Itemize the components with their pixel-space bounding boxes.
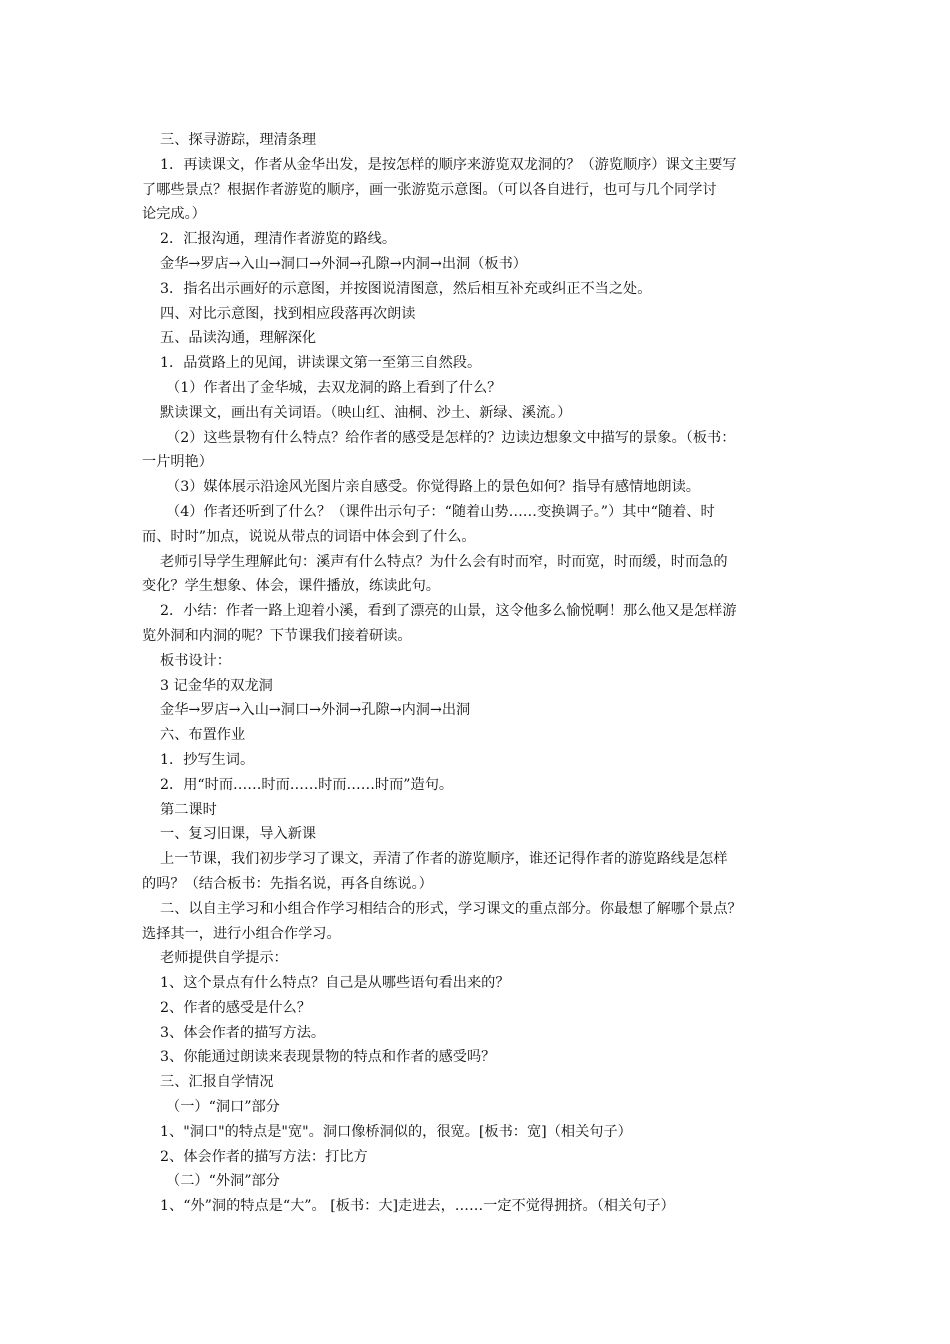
text-line: 3．指名出示画好的示意图，并按图说清图意，然后相互补充或纠正不当之处。 <box>160 280 652 297</box>
text-line: 一、复习旧课，导入新课 <box>160 826 317 843</box>
text-line: （2）这些景物有什么特点？给作者的感受是怎样的？边读边想象文中描写的景象。（板书： <box>166 429 736 446</box>
text-line: 1．再读课文，作者从金华出发，是按怎样的顺序来游览双龙洞的？（游览顺序）课文主要写 <box>160 156 737 173</box>
text-line: 的吗？（结合板书：先指名说，再各自练说。） <box>142 875 433 892</box>
text-line: 板书设计： <box>160 652 231 669</box>
text-line: 2．小结：作者一路上迎着小溪，看到了漂亮的山景，这令他多么愉悦啊！那么他又是怎样游 <box>160 603 737 620</box>
text-line: 一片明艳） <box>142 454 213 471</box>
text-line: 2．汇报沟通，理清作者游览的路线。 <box>160 231 397 248</box>
document-body <box>142 128 812 1219</box>
text-line: 六、布置作业 <box>160 727 246 744</box>
text-line: 3、你能通过朗读来表现景物的特点和作者的感受吗？ <box>160 1049 496 1066</box>
text-line: 金华→罗店→入山→洞口→外洞→孔隙→内洞→出洞（板书） <box>160 255 527 272</box>
text-line: 老师提供自学提示： <box>160 950 288 967</box>
text-line: 三、汇报自学情况 <box>160 1074 274 1091</box>
text-line: 2、体会作者的描写方法：打比方 <box>160 1148 368 1165</box>
text-line: 第二课时 <box>160 801 217 818</box>
text-line: 而、时时”加点，说说从带点的词语中体会到了什么。 <box>142 528 476 545</box>
text-line: 2、作者的感受是什么？ <box>160 999 311 1016</box>
text-line: （3）媒体展示沿途风光图片亲自感受。你觉得路上的景色如何？指导有感情地朗读。 <box>166 479 700 496</box>
text-line: 1、"洞口"的特点是"宽"。洞口像桥洞似的，很宽。[板书：宽]（相关句子） <box>160 1123 632 1140</box>
text-line: 1．品赏路上的见闻，讲读课文第一至第三自然段。 <box>160 355 482 372</box>
text-line: 论完成。） <box>142 206 206 223</box>
text-line: 览外洞和内洞的呢？下节课我们接着研读。 <box>142 627 412 644</box>
text-line: 默读课文，画出有关词语。（映山红、油桐、沙土、新绿、溪流。） <box>160 404 572 421</box>
text-line: 了哪些景点？根据作者游览的顺序，画一张游览示意图。（可以各自进行，也可与几个同学讨 <box>142 181 717 198</box>
text-line: 1．抄写生词。 <box>160 751 255 768</box>
text-line: 1、这个景点有什么特点？自己是从哪些语句看出来的？ <box>160 975 510 992</box>
text-line: 1、“外”洞的特点是“大”。 [板书：大]走进去，……一定不觉得拥挤。（相关句子） <box>160 1198 675 1215</box>
text-line: 三、探寻游踪，理清条理 <box>160 132 317 148</box>
text-line: 3 记金华的双龙洞 <box>160 677 273 694</box>
text-line: 金华→罗店→入山→洞口→外洞→孔隙→内洞→出洞 <box>160 702 471 719</box>
text-line: 五、品读沟通，理解深化 <box>160 330 317 347</box>
text-line: 老师引导学生理解此句：溪声有什么特点？为什么会有时而窄，时而宽，时而缓，时而急的 <box>160 553 728 570</box>
text-line: 四、对比示意图，找到相应段落再次朗读 <box>160 305 416 322</box>
text-line: 上一节课，我们初步学习了课文，弄清了作者的游览顺序，谁还记得作者的游览路线是怎样 <box>160 851 728 868</box>
text-line: 选择其一，进行小组合作学习。 <box>142 925 341 942</box>
text-line: 变化？学生想象、体会，课件播放，练读此句。 <box>142 578 440 595</box>
text-line: （二）“外洞”部分 <box>166 1173 280 1190</box>
text-line: 2．用“时而……时而……时而……时而”造句。 <box>160 776 454 793</box>
text-line: 二、以自主学习和小组合作学习相结合的形式，学习课文的重点部分。你最想了解哪个景点？ <box>160 900 742 917</box>
text-line: （1）作者出了金华城，去双龙洞的路上看到了什么？ <box>166 379 502 396</box>
text-line: （4）作者还听到了什么？（课件出示句子：“随着山势……变换调子。”）其中“随着、时 <box>166 503 715 520</box>
text-line: （一）“洞口”部分 <box>166 1099 280 1116</box>
text-line: 3、体会作者的描写方法。 <box>160 1024 326 1041</box>
